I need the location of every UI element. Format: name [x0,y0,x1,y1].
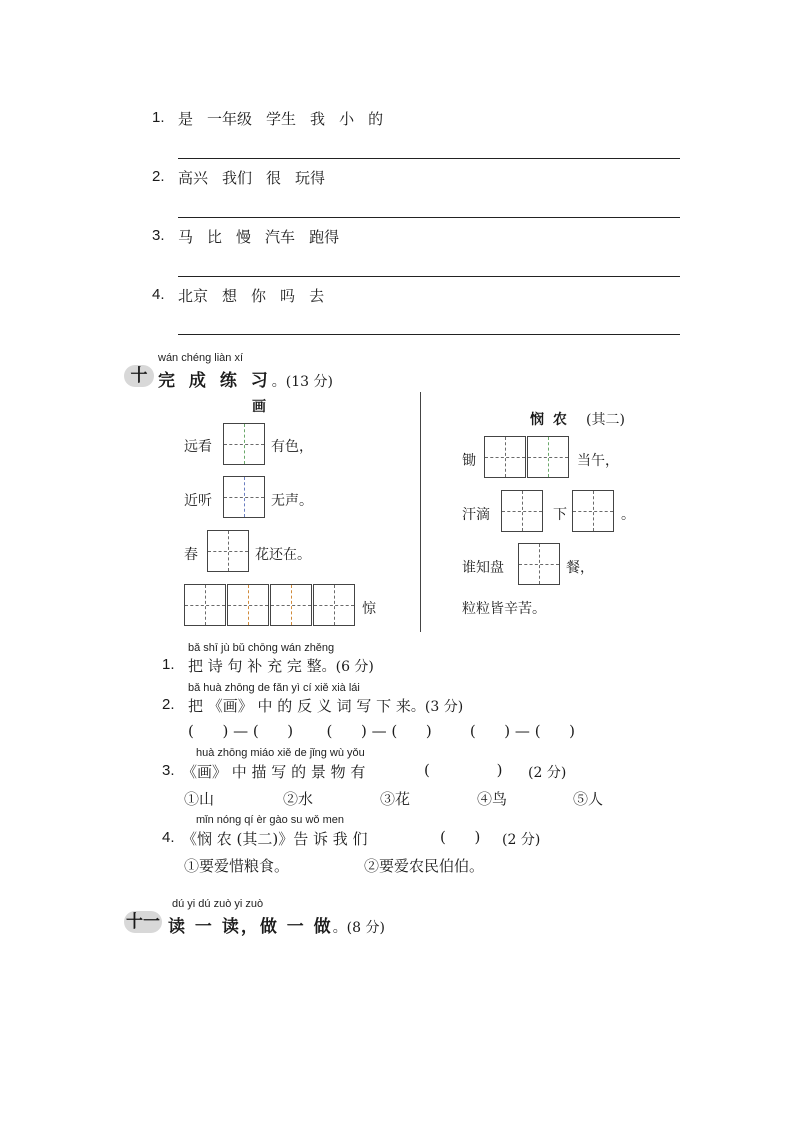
word: 很 [266,169,282,187]
answer-line[interactable] [178,334,680,335]
poem-subtitle: (其二) [586,412,625,428]
question-pinyin: bǎ huà zhōng de fǎn yì cí xiě xià lái [188,682,360,694]
word: 一年级 [207,110,253,128]
question-number: 3. [162,762,175,779]
word: 北京 [178,287,209,305]
section-score: 。(8 分) [332,920,385,936]
question-pinyin: mǐn nóng qí èr gào su wǒ men [196,814,344,826]
writing-box[interactable] [501,490,543,532]
word: 比 [207,228,223,246]
word: 玩得 [295,169,326,187]
poem-text: 餐， [566,560,594,576]
word-list [178,167,339,188]
option[interactable]: ④鸟 [477,790,508,808]
question-score: (2 分) [528,765,567,781]
poem-text: 远看 [184,439,212,455]
poem-text: 惊 [362,601,376,617]
writing-box[interactable] [572,490,614,532]
poem-text: 有色， [271,439,313,455]
question-score: 。(3 分) [410,699,464,715]
word: 的 [368,110,384,128]
question-text: 《悯 农 (其二)》告 诉 我 们 [182,830,368,848]
word: 我 [310,110,326,128]
poem-text: 粒粒皆辛苦。 [462,601,546,617]
word: 想 [222,287,238,305]
word: 学生 [266,110,297,128]
writing-box[interactable] [184,584,226,626]
section-title-text: 完 成 练 习 [158,371,272,391]
poem-text: 汗滴 [462,507,490,523]
answer-paren[interactable]: ( ) [440,828,481,846]
poem-text: 下 [553,507,567,523]
writing-box[interactable] [270,584,312,626]
section-title [168,912,385,937]
poem-text: 无声。 [271,493,313,509]
question-score: (2 分) [502,832,541,848]
writing-box[interactable] [313,584,355,626]
writing-box[interactable] [207,530,249,572]
word: 汽车 [265,228,296,246]
word: 你 [251,287,267,305]
question-text: 《画》 中 描 写 的 景 物 有 [182,763,366,781]
answer-paren[interactable]: ( ) [424,761,503,779]
word-list [178,226,353,247]
section-score: 。(13 分) [271,374,333,390]
option[interactable]: ⑤人 [573,790,604,808]
option[interactable]: ②水 [283,790,314,808]
item-number: 1. [152,109,165,126]
section-number-badge: 十一 [126,912,160,932]
poem-text: 谁知盘 [462,560,504,576]
antonym-blanks[interactable]: ( ) — ( ) ( ) — ( ) ( ) — ( ) [188,722,576,740]
word-list [178,285,338,306]
writing-box[interactable] [223,476,265,518]
option[interactable]: ②要爱农民伯伯。 [364,857,485,875]
poem-text: 花还在。 [255,547,311,563]
poem-title: 画 [252,399,266,415]
section-pinyin: wán chéng liàn xí [158,352,243,364]
item-number: 4. [152,286,165,303]
word: 是 [178,110,194,128]
writing-box[interactable] [484,436,526,478]
section-number-badge: 十 [124,365,154,387]
writing-box[interactable] [518,543,560,585]
word: 慢 [236,228,252,246]
writing-box[interactable] [527,436,569,478]
option[interactable]: ①要爱惜粮食。 [184,857,290,875]
writing-box[interactable] [227,584,269,626]
word: 跑得 [309,228,340,246]
item-number: 2. [152,168,165,185]
word: 小 [339,110,355,128]
word: 高兴 [178,169,209,187]
answer-line[interactable] [178,158,680,159]
question-text: 把 《画》 中 的 反 义 词 写 下 来。(3 分) [188,697,464,715]
word: 马 [178,228,194,246]
word: 去 [309,287,325,305]
section-title [158,366,333,391]
question-text: 把 诗 句 补 充 完 整。(6 分) [188,657,374,675]
writing-box[interactable] [223,423,265,465]
question-number: 4. [162,829,175,846]
word: 我们 [222,169,253,187]
word-list [178,108,397,129]
option[interactable]: ①山 [184,790,215,808]
question-pinyin: bǎ shī jù bǔ chōng wán zhěng [188,642,335,654]
poem-text: 。 [621,507,635,523]
answer-line[interactable] [178,276,680,277]
item-number: 3. [152,227,165,244]
poem-title: 悯 农 [530,412,569,428]
answer-line[interactable] [178,217,680,218]
poem-text: 近听 [184,493,212,509]
poem-text: 锄 [462,453,476,469]
section-title-text: 读 一 读，做 一 做 [168,917,333,937]
question-number: 2. [162,696,175,713]
poem-text: 春 [184,547,198,563]
option[interactable]: ③花 [380,790,411,808]
word: 吗 [280,287,296,305]
section-pinyin: dú yi dú zuò yi zuò [172,898,264,910]
question-score: 。(6 分) [321,659,374,675]
column-divider [420,392,421,632]
question-pinyin: huà zhōng miáo xiě de jǐng wù yǒu [196,747,365,759]
question-number: 1. [162,656,175,673]
poem-text: 当午， [577,453,619,469]
